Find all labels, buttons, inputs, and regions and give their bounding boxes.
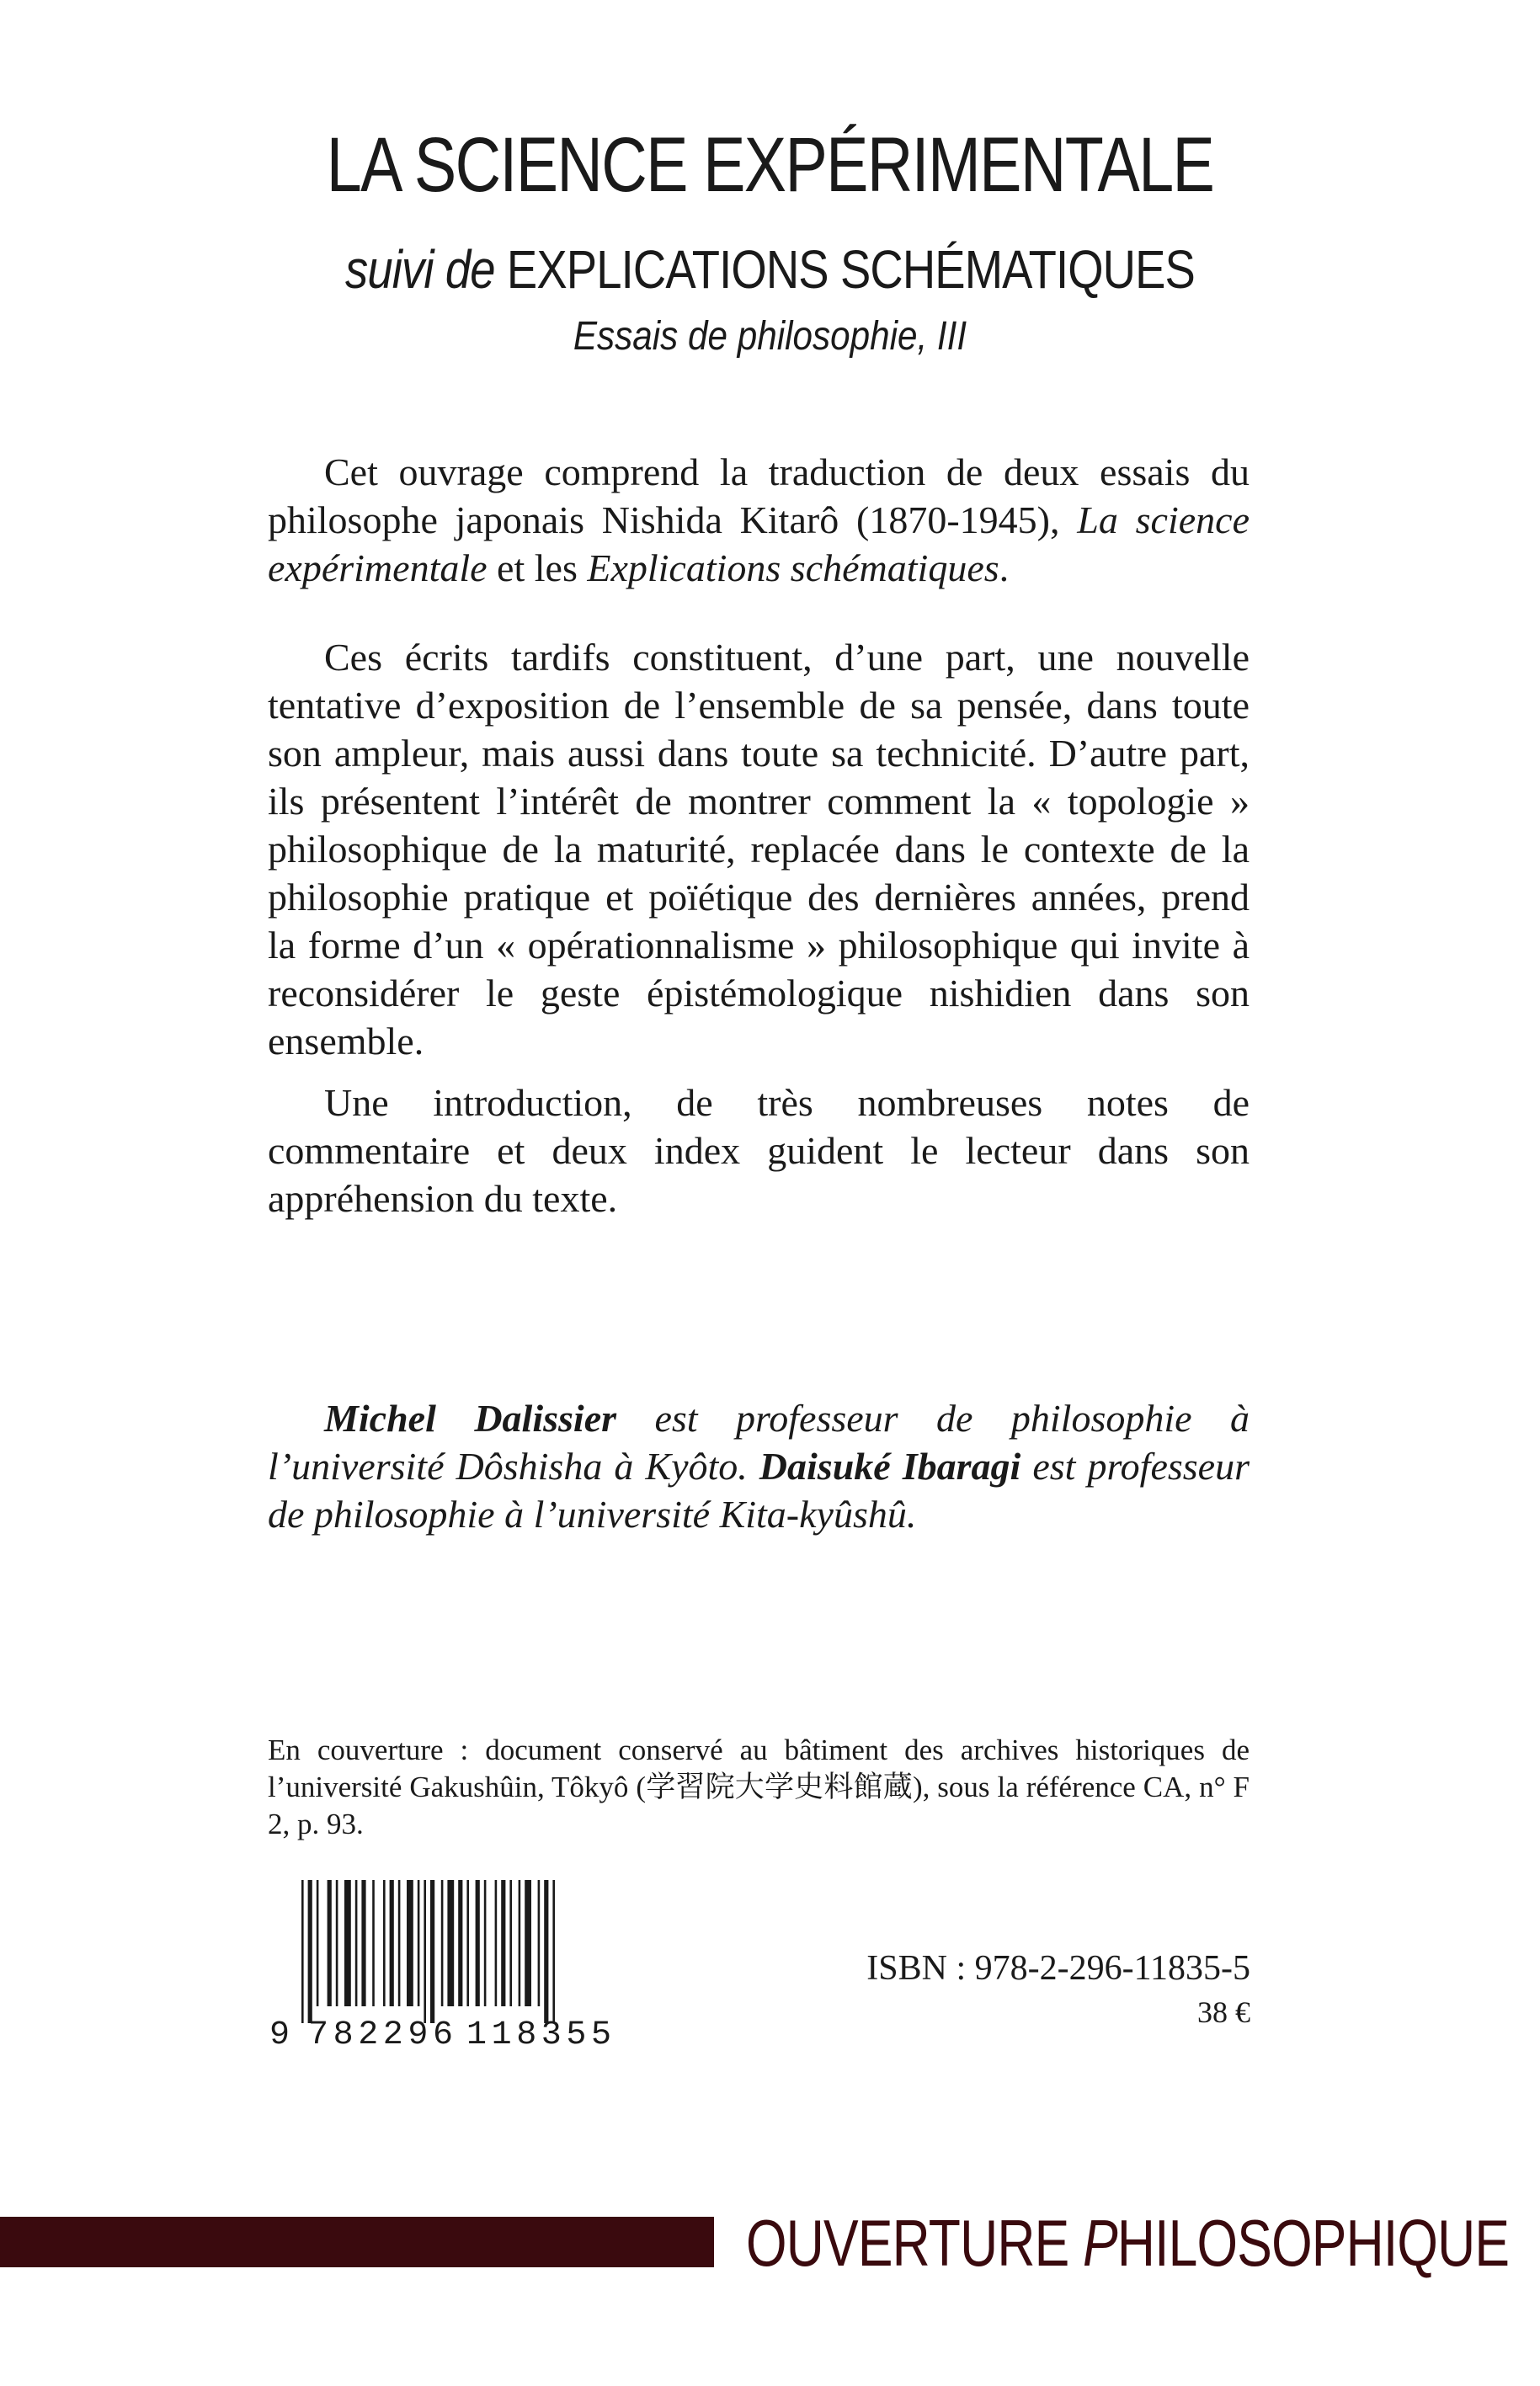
collection-word-2-initial: P bbox=[1082, 2206, 1117, 2280]
book-subtitle bbox=[115, 239, 1425, 300]
series-line: Essais de philosophie, III bbox=[573, 314, 967, 359]
barcode-bar bbox=[407, 1880, 413, 2006]
barcode-bar bbox=[424, 1880, 426, 2023]
barcode-bar bbox=[501, 1880, 505, 2006]
barcode-bar bbox=[372, 1880, 375, 2006]
collection-word-2-rest: HILOSOPHIQUE bbox=[1116, 2206, 1510, 2280]
description-paragraph-1 bbox=[268, 448, 1250, 592]
barcode-bars bbox=[301, 1880, 555, 2023]
barcode-bar bbox=[476, 1880, 480, 2006]
barcode-bar bbox=[544, 1880, 548, 2023]
barcode-bar bbox=[447, 1880, 454, 2006]
p1-text-a: Cet ouvrage comprend la traduction de deux essais du philosophe japonais Nishida Kitarô (1870-1945), bbox=[268, 450, 1250, 541]
barcode-bar bbox=[336, 1880, 338, 2006]
barcode-bar bbox=[301, 1880, 304, 2023]
collection-band bbox=[0, 2217, 714, 2267]
barcode-bar bbox=[418, 1880, 420, 2006]
p1-work-title-2: Explications schématiques bbox=[587, 546, 999, 589]
p1-text-c: . bbox=[999, 546, 1010, 589]
barcode-bar bbox=[466, 1880, 469, 2006]
barcode-bar bbox=[458, 1880, 462, 2006]
cover-credit: En couverture : document conservé au bâtiment des archives historiques de l’université Gakushûin, Tôkyô (学習院大学史料館蔵), sous la référence CA, n° F 2, p. 93. bbox=[268, 1734, 1250, 1840]
barcode-digit-first: 9 bbox=[269, 2016, 290, 2048]
barcode bbox=[268, 1880, 638, 2048]
barcode-bar bbox=[519, 1880, 521, 2006]
barcode-bar bbox=[328, 1880, 332, 2006]
author-name-1: Michel Dalissier bbox=[324, 1397, 617, 1440]
barcode-digits-group-2: 118355 bbox=[466, 2016, 611, 2048]
barcode-bar bbox=[484, 1880, 487, 2006]
barcode-bar bbox=[509, 1880, 512, 2006]
collection-name bbox=[746, 2206, 1510, 2280]
description-paragraph-3: Une introduction, de très nombreuses notes de commentaire et deux index guident le lecteur dans son appréhension du texte. bbox=[268, 1081, 1250, 1220]
barcode-bar bbox=[317, 1880, 319, 2006]
barcode-bar bbox=[430, 1880, 434, 2023]
isbn: ISBN : 978-2-296-11835-5 bbox=[866, 1949, 1250, 1988]
author-bio-2: est professeur de philosophie à l’université Kita-kyûshû. bbox=[268, 1445, 1250, 1536]
collection-word-1: OUVERTURE bbox=[746, 2206, 1083, 2280]
subtitle-prefix: suivi de bbox=[345, 239, 495, 300]
barcode-bar bbox=[355, 1880, 358, 2006]
authors-bio bbox=[268, 1394, 1250, 1538]
barcode-bar bbox=[398, 1880, 401, 2006]
p1-text-b: et les bbox=[487, 546, 588, 589]
barcode-bar bbox=[308, 1880, 312, 2023]
p1-work-title-1: La science expérimentale bbox=[268, 498, 1250, 589]
barcode-digits-group-1: 782296 bbox=[308, 2016, 453, 2048]
book-title: LA SCIENCE EXPÉRIMENTALE bbox=[326, 122, 1214, 208]
author-name-2: Daisuké Ibaragi bbox=[759, 1445, 1021, 1488]
barcode-bar bbox=[538, 1880, 541, 2006]
barcode-bar bbox=[495, 1880, 498, 2006]
author-bio-1: est professeur de philosophie à l’université Dôshisha à Kyôto. bbox=[268, 1397, 1250, 1488]
price: 38 € bbox=[1197, 1995, 1250, 2029]
description-paragraph-2: Ces écrits tardifs constituent, d’une part, une nouvelle tentative d’exposition de l’ensemble de sa pensée, dans toute son ampleur, mais aussi dans toute sa technicité. D’autre part, ils présentent l’intérêt de montrer comment la « topologie » philosophique de la maturité, replacée dans le contexte de la philosophie pratique et poïétique des dernières années, prend la forme d’un « opérationnalisme » philosophique qui invite à reconsidérer le geste épistémologique nishidien dans son ensemble. bbox=[268, 636, 1250, 1063]
barcode-bar bbox=[552, 1880, 555, 2023]
barcode-bar bbox=[361, 1880, 365, 2006]
barcode-bar bbox=[344, 1880, 351, 2006]
barcode-bar bbox=[525, 1880, 531, 2006]
barcode-bar bbox=[390, 1880, 394, 2006]
subtitle-text: EXPLICATIONS SCHÉMATIQUES bbox=[494, 239, 1195, 300]
barcode-bar bbox=[441, 1880, 444, 2006]
barcode-bar bbox=[383, 1880, 386, 2006]
